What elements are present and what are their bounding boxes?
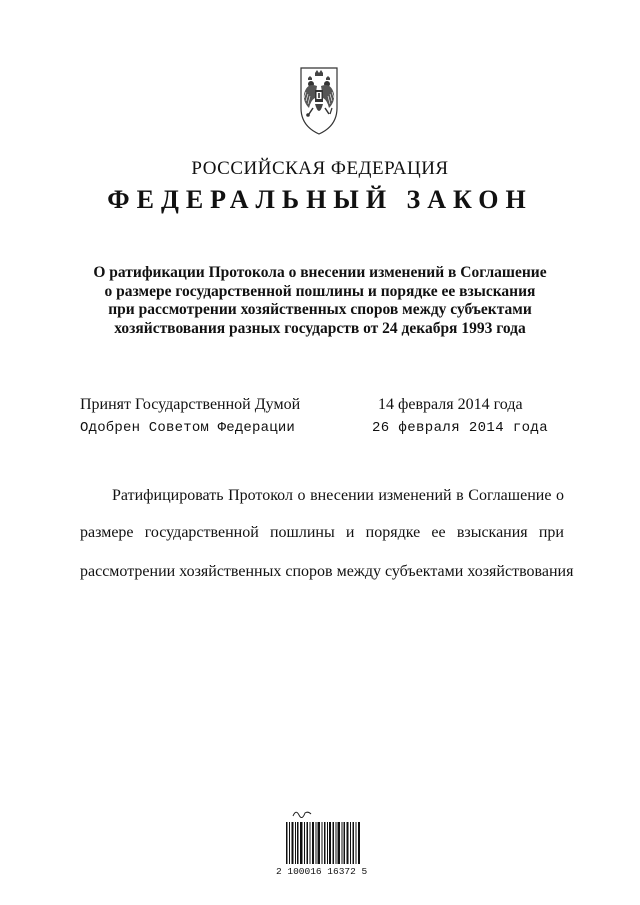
adoption-label-duma: Принят Государственной Думой — [80, 396, 301, 413]
barcode-icon — [286, 822, 362, 864]
adoption-label-council: Одобрен Советом Федерации — [80, 420, 296, 436]
adoption-date-duma: 14 февраля 2014 года — [378, 396, 523, 413]
country-name: РОССИЙСКАЯ ФЕДЕРАЦИЯ — [191, 158, 449, 179]
body-text-line: размере государственной пошлины и порядке ее взыскания при — [80, 524, 564, 541]
document-barcode — [276, 808, 372, 886]
barcode-number: 2 100016 16372 5 — [276, 866, 368, 877]
body-text-line: Ратифицировать Протокол о внесении изменений в Соглашение о — [112, 487, 564, 504]
document-type: ФЕДЕРАЛЬНЫЙ ЗАКОН — [107, 185, 533, 214]
signature-mark-icon — [292, 808, 312, 820]
adoption-date-council: 26 февраля 2014 года — [372, 420, 549, 436]
body-text-line: рассмотрении хозяйственных споров между субъектами хозяйствования — [80, 563, 574, 580]
coat-of-arms-icon — [287, 64, 351, 136]
law-title: О ратификации Протокола о внесении изменений в Соглашение о размере государственной пошлины и порядке ее взыскания при рассмотрении хозяйственных споров между субъектами хозяйствования разных государств от 24 декабря 1993 года — [93, 264, 547, 337]
